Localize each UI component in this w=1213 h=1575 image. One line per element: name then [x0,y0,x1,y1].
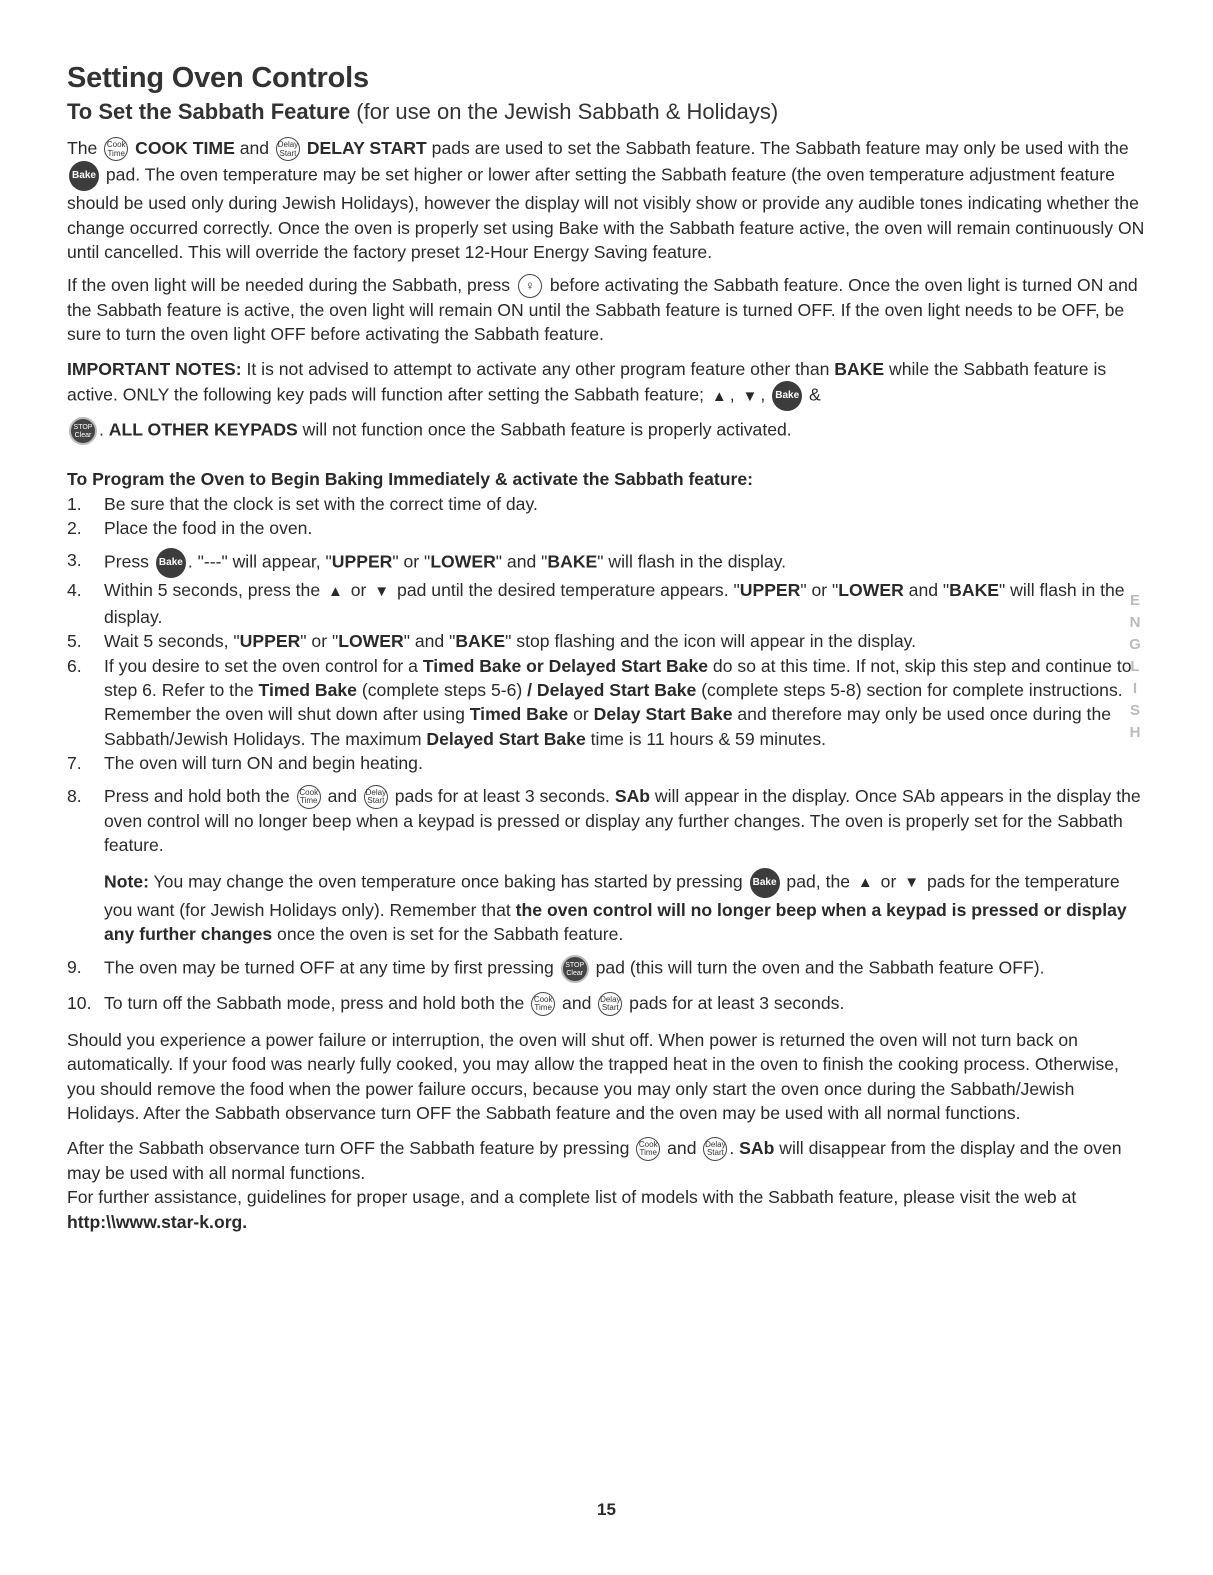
text: and [234,138,274,158]
text: & [804,384,821,405]
important-label: IMPORTANT NOTES: [67,358,242,379]
bake-pad-icon: Bake [156,548,186,578]
bake-pad-icon: Bake [69,161,99,191]
cook-time-label: COOK TIME [135,138,235,158]
text: If the oven light will be needed during the Sabbath, press [67,274,515,295]
list-item: 8. Press and hold both the Cook Time and Delay Start pads for at least 3 seconds. SAb will appear in the display. Once SAb appears in the display the oven control will no longer beep when a keypad is pressed or display any further changes. The oven is properly set for the Sabbath feature. Note: You may change the oven temperature once baking has started by pressing Bake pad, the ▲ or ▼ pads for the temperature you want (for Jewish Holidays only). Remember that the oven control will no longer beep when a keypad is pressed or display any further changes once the oven is set for the Sabbath feature. [67,784,1147,947]
text: , [729,384,740,405]
list-item: 1. Be sure that the clock is set with the correct time of day. [67,493,538,514]
text: The [67,138,103,158]
list-item: 2. Place the food in the oven. [67,517,313,538]
text: pad. The oven temperature may be set higher or lower after setting the Sabbath feature (the oven temperature adjustment feature should be used only during Jewish Holidays), however the display will not visibly show or provide any audible tones indicating whether the change occurred correctly. Once the oven is properly set using Bake with the Sabbath feature active, the oven will remain continuously ON until cancelled. This will override the factory preset 12-Hour Energy Saving feature. [67,165,1145,263]
all-other-keypads: ALL OTHER KEYPADS [108,419,298,440]
intro-paragraph-1 [67,136,1147,265]
up-arrow-icon: ▲ [711,387,727,405]
page-content [67,60,1147,1234]
page-number: 15 [597,1500,616,1519]
list-item: 6. If you desire to set the oven control for a Timed Bake or Delayed Start Bake do so at this time. If not, skip this step and continue to step 6. Refer to the Timed Bake (complete steps 5-6) / Delayed Start Bake (complete steps 5-8) section for complete instructions. Remember the oven will shut down after using Timed Bake or Delay Start Bake and therefore may only be used once during the Sabbath/Jewish Holidays. The maximum Delayed Start Bake time is 11 hours & 59 minutes. [67,655,1132,749]
program-heading: To Program the Oven to Begin Baking Immediately & activate the Sabbath feature: [67,469,753,490]
side-language-label: E N G L I S H [1129,592,1141,741]
subtitle-bold: To Set the Sabbath Feature [67,99,351,124]
important-notes-2 [67,417,1147,445]
list-item: 4. Within 5 seconds, press the ▲ or ▼ pad until the desired temperature appears. "UPPER" or "LOWER and "BAKE" will flash in the display. [67,580,1125,627]
delay-start-pad-icon: Delay Start [364,785,388,809]
outro-paragraph-2: After the Sabbath observance turn OFF the Sabbath feature by pressing Cook Time and Delay Start . SAb will disappear from the display and the oven may be used with all normal functions. [67,1137,1122,1183]
up-arrow-icon: ▲ [328,583,343,601]
list-item: 7. The oven will turn ON and begin heating. [67,753,423,774]
list-item: 9. The oven may be turned OFF at any time by first pressing STOP Clear pad (this will turn the oven and the Sabbath feature OFF). [67,955,1147,983]
page-title: Setting Oven Controls [67,62,369,94]
steps-list [67,492,1147,1016]
text: before activating the Sabbath feature. Once the oven light is turned ON and the Sabbath feature is active, the oven light will remain ON until the Sabbath feature is turned OFF. If the oven light needs to be OFF, be sure to turn the oven light OFF before activating the Sabbath feature. [67,274,1138,345]
outro-paragraph-1: Should you experience a power failure or interruption, the oven will shut off. When power is returned the oven will not turn back on automatically. If your food was nearly fully cooked, you may allow the trapped heat in the oven to finish the cooking process. Otherwise, you should remove the food when the power failure occurs, because you may only start the oven once during the Sabbath/Jewish Holidays. After the Sabbath observance turn OFF the Sabbath feature and the oven may be used with all normal functions. [67,1029,1119,1124]
delay-start-pad-icon: Delay Start [703,1137,727,1161]
star-k-link[interactable]: http:\\www.star-k.org. [67,1211,248,1232]
stop-clear-pad-icon: STOP Clear [69,417,97,445]
section-subtitle [67,98,1147,126]
outro-paragraph-3: For further assistance, guidelines for proper usage, and a complete list of models with the Sabbath feature, please visit the web at http:\\www.star-k.org. [67,1187,1077,1232]
delay-start-pad-icon: Delay Start [598,992,622,1016]
cook-time-pad-icon: Cook Time [104,137,128,161]
text: It is not advised to attempt to activate any other program feature other than [241,358,835,379]
up-arrow-icon: ▲ [857,874,873,892]
list-item: 3. Press Bake . "---" will appear, "UPPER" or "LOWER" and "BAKE" will flash in the display. [67,548,1147,578]
text: pads are used to set the Sabbath feature. The Sabbath feature may only be used with the [426,138,1129,158]
light-bulb-icon: ♀ [518,274,542,298]
subtitle-rest: (for use on the Jewish Sabbath & Holidays) [350,99,779,124]
text: will not function once the Sabbath feature is properly activated. [297,419,792,440]
list-item: 5. Wait 5 seconds, "UPPER" or "LOWER" and "BAKE" stop flashing and the icon will appear in the display. [67,631,916,652]
bake-pad-icon: Bake [750,868,780,898]
down-arrow-icon: ▼ [374,583,390,601]
down-arrow-icon: ▼ [904,874,920,892]
down-arrow-icon: ▼ [742,387,758,405]
text: while the Sabbath feature is active. ONLY the following key pads will function after setting the Sabbath feature; [67,358,1107,405]
important-notes [67,357,1147,411]
bake-word: BAKE [834,358,885,379]
delay-start-label: DELAY START [306,138,427,158]
delay-start-pad-icon: Delay Start [276,137,300,161]
cook-time-pad-icon: Cook Time [297,785,321,809]
cook-time-pad-icon: Cook Time [636,1137,660,1161]
text: , [760,384,771,405]
cook-time-pad-icon: Cook Time [531,992,555,1016]
note: Note: You may change the oven temperature once baking has started by pressing Bake pad, the ▲ or ▼ pads for the temperature you want (for Jewish Holidays only). Remember that the oven control will no longer beep when a keypad is pressed or display any further changes once the oven is set for the Sabbath feature. [104,868,1147,947]
stop-clear-pad-icon: STOP Clear [561,955,589,983]
bake-pad-icon: Bake [772,381,802,411]
text: . [99,419,109,440]
list-item: 10. To turn off the Sabbath mode, press and hold both the Cook Time and Delay Start pads for at least 3 seconds. [67,991,1147,1016]
intro-paragraph-2 [67,273,1147,347]
